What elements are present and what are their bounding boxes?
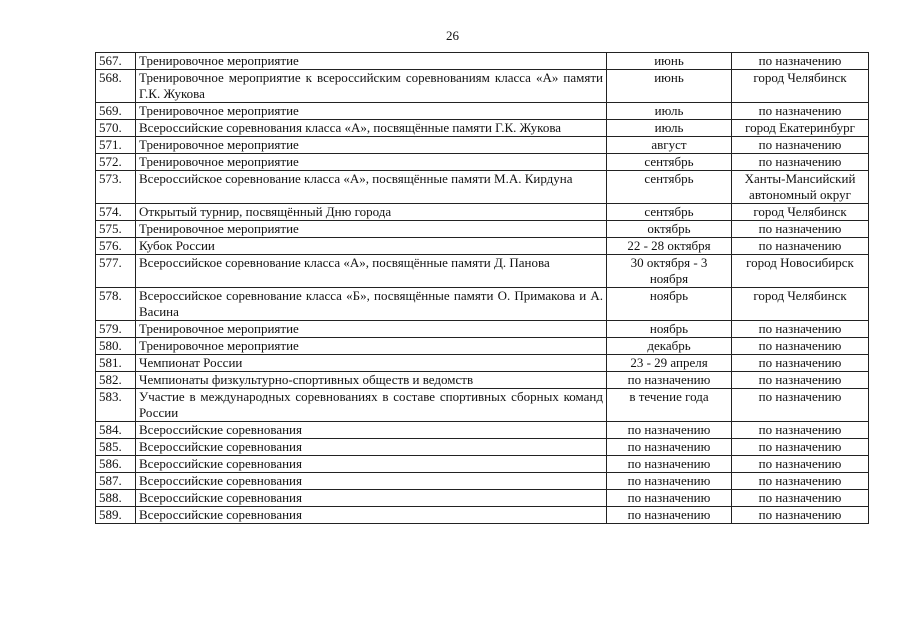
row-number: 571. — [96, 137, 136, 154]
row-number: 572. — [96, 154, 136, 171]
event-name: Тренировочное мероприятие — [136, 321, 607, 338]
row-number: 574. — [96, 204, 136, 221]
event-name: Тренировочное мероприятие — [136, 137, 607, 154]
event-place: по назначению — [732, 355, 869, 372]
event-date: 30 октября - 3 ноября — [607, 255, 732, 288]
event-date: по назначению — [607, 372, 732, 389]
event-place: по назначению — [732, 53, 869, 70]
table-row — [96, 321, 869, 338]
table-row — [96, 473, 869, 490]
event-name: Всероссийские соревнования — [136, 473, 607, 490]
row-number: 587. — [96, 473, 136, 490]
event-date: по назначению — [607, 439, 732, 456]
table-row — [96, 171, 869, 204]
event-place: по назначению — [732, 154, 869, 171]
event-place: по назначению — [732, 221, 869, 238]
event-name: Всероссийские соревнования — [136, 439, 607, 456]
event-date: ноябрь — [607, 321, 732, 338]
event-place: город Челябинск — [732, 70, 869, 103]
row-number: 573. — [96, 171, 136, 204]
event-date: по назначению — [607, 473, 732, 490]
event-date: август — [607, 137, 732, 154]
event-place: город Челябинск — [732, 204, 869, 221]
page-number: 26 — [446, 28, 459, 43]
event-name: Всероссийские соревнования класса «А», посвящённые памяти Г.К. Жукова — [136, 120, 607, 137]
table-row — [96, 456, 869, 473]
table-row — [96, 355, 869, 372]
event-name: Всероссийское соревнование класса «А», посвящённые памяти М.А. Кирдуна — [136, 171, 607, 204]
row-number: 570. — [96, 120, 136, 137]
event-place: по назначению — [732, 439, 869, 456]
event-place: по назначению — [732, 456, 869, 473]
table-row — [96, 103, 869, 120]
row-number: 585. — [96, 439, 136, 456]
event-name: Открытый турнир, посвящённый Дню города — [136, 204, 607, 221]
event-date: по назначению — [607, 456, 732, 473]
event-place: по назначению — [732, 422, 869, 439]
row-number: 584. — [96, 422, 136, 439]
event-place: по назначению — [732, 389, 869, 422]
table-row — [96, 53, 869, 70]
event-place: город Новосибирск — [732, 255, 869, 288]
event-name: Чемпионат России — [136, 355, 607, 372]
row-number: 582. — [96, 372, 136, 389]
event-name: Тренировочное мероприятие — [136, 154, 607, 171]
event-place: по назначению — [732, 103, 869, 120]
event-date: декабрь — [607, 338, 732, 355]
row-number: 577. — [96, 255, 136, 288]
event-place: по назначению — [732, 372, 869, 389]
row-number: 569. — [96, 103, 136, 120]
row-number: 581. — [96, 355, 136, 372]
table-row — [96, 507, 869, 524]
row-number: 568. — [96, 70, 136, 103]
event-place: город Екатеринбург — [732, 120, 869, 137]
table-row — [96, 338, 869, 355]
event-date: сентябрь — [607, 154, 732, 171]
table-row — [96, 70, 869, 103]
row-number: 567. — [96, 53, 136, 70]
event-place: по назначению — [732, 137, 869, 154]
event-place: по назначению — [732, 321, 869, 338]
event-date: октябрь — [607, 221, 732, 238]
table-row — [96, 154, 869, 171]
event-date: июль — [607, 103, 732, 120]
event-date: 23 - 29 апреля — [607, 355, 732, 372]
event-place: по назначению — [732, 507, 869, 524]
table-row — [96, 389, 869, 422]
event-date: по назначению — [607, 422, 732, 439]
table-row — [96, 422, 869, 439]
event-date: июль — [607, 120, 732, 137]
event-name: Всероссийские соревнования — [136, 490, 607, 507]
table-row — [96, 439, 869, 456]
event-date: 22 - 28 октября — [607, 238, 732, 255]
event-name: Участие в международных соревнованиях в составе спортивных сборных команд России — [136, 389, 607, 422]
event-place: город Челябинск — [732, 288, 869, 321]
row-number: 576. — [96, 238, 136, 255]
event-place: по назначению — [732, 490, 869, 507]
event-date: сентябрь — [607, 204, 732, 221]
event-date: июнь — [607, 53, 732, 70]
row-number: 575. — [96, 221, 136, 238]
event-name: Всероссийские соревнования — [136, 507, 607, 524]
event-date: по назначению — [607, 507, 732, 524]
row-number: 580. — [96, 338, 136, 355]
event-date: по назначению — [607, 490, 732, 507]
event-name: Тренировочное мероприятие — [136, 221, 607, 238]
event-date: сентябрь — [607, 171, 732, 204]
row-number: 579. — [96, 321, 136, 338]
table-row — [96, 137, 869, 154]
table-row — [96, 238, 869, 255]
event-date: ноябрь — [607, 288, 732, 321]
event-name: Всероссийские соревнования — [136, 456, 607, 473]
row-number: 578. — [96, 288, 136, 321]
table-row — [96, 204, 869, 221]
event-name: Всероссийское соревнование класса «Б», посвящённые памяти О. Примакова и А. Васина — [136, 288, 607, 321]
table-row — [96, 490, 869, 507]
table-row — [96, 372, 869, 389]
event-name: Тренировочное мероприятие — [136, 53, 607, 70]
event-schedule-table — [95, 52, 869, 524]
event-place: по назначению — [732, 473, 869, 490]
event-name: Всероссийские соревнования — [136, 422, 607, 439]
event-name: Тренировочное мероприятие к всероссийским соревнованиям класса «А» памяти Г.К. Жукова — [136, 70, 607, 103]
row-number: 583. — [96, 389, 136, 422]
event-place: Ханты-Мансийский автономный округ — [732, 171, 869, 204]
event-place: по назначению — [732, 338, 869, 355]
table-row — [96, 120, 869, 137]
event-date: в течение года — [607, 389, 732, 422]
table-row — [96, 221, 869, 238]
event-date: июнь — [607, 70, 732, 103]
row-number: 589. — [96, 507, 136, 524]
event-name: Всероссийское соревнование класса «А», посвящённые памяти Д. Панова — [136, 255, 607, 288]
event-schedule-body — [96, 53, 869, 524]
event-name: Тренировочное мероприятие — [136, 338, 607, 355]
event-name: Кубок России — [136, 238, 607, 255]
event-name: Чемпионаты физкультурно-спортивных обществ и ведомств — [136, 372, 607, 389]
table-row — [96, 255, 869, 288]
event-place: по назначению — [732, 238, 869, 255]
row-number: 586. — [96, 456, 136, 473]
event-name: Тренировочное мероприятие — [136, 103, 607, 120]
table-row — [96, 288, 869, 321]
row-number: 588. — [96, 490, 136, 507]
